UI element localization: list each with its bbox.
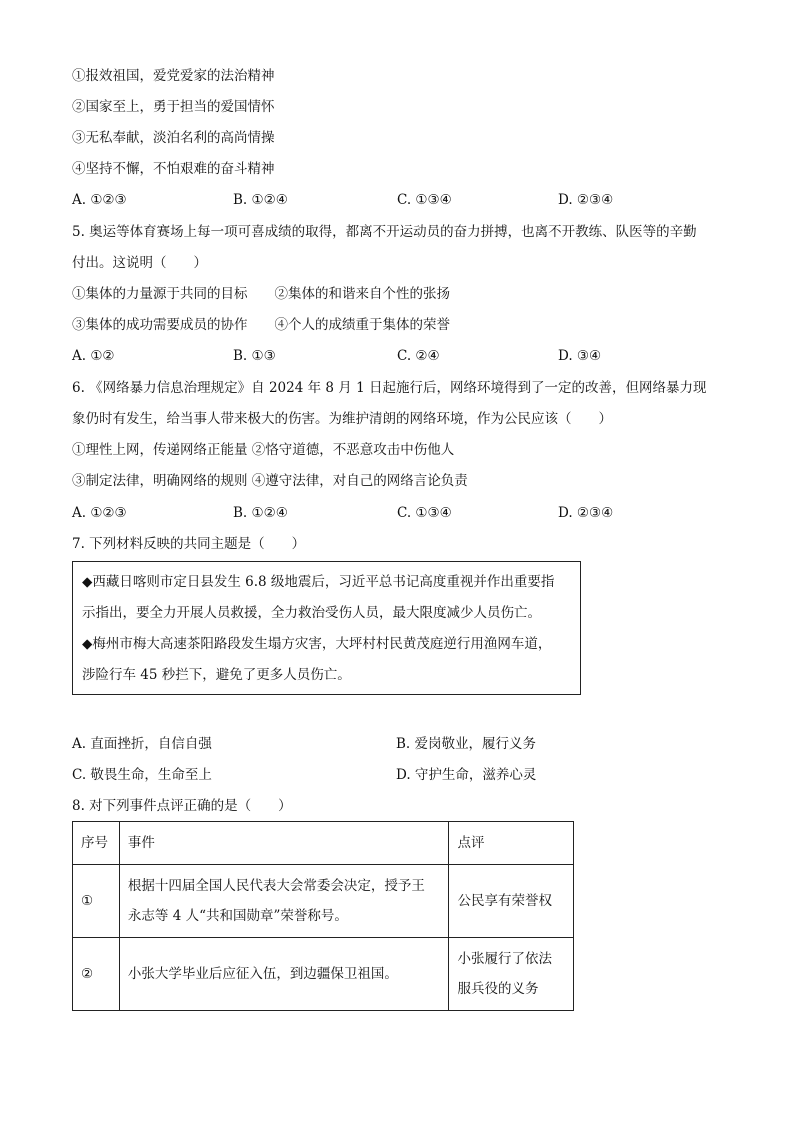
q6-option-c: C. ①③④ [397,505,452,521]
row-comment-line-1: 小张履行了依法 [457,951,552,967]
header-comment: 点评 [449,822,574,865]
row-event-line-1: 根据十四届全国人民代表大会常委会决定，授予王 [127,878,425,894]
row-event-line-2: 永志等 4 人“共和国勋章”荣誉称号。 [127,908,348,924]
q5-stem-line-2: 付出。这说明（ ） [72,255,207,271]
q7-material-box [72,561,581,695]
q7-material-line-3: ◆梅州市梅大高速茶阳路段发生塌方灾害，大坪村村民黄茂庭逆行用渔网车道， [82,636,552,652]
q7-option-d: D. 守护生命，滋养心灵 [396,767,537,783]
row-comment-line-1: 公民享有荣誉权 [457,893,552,909]
q5-option-b: B. ①③ [233,348,276,364]
q7-stem: 7. 下列材料反映的共同主题是（ ） [72,536,306,552]
q4-item-2: ②国家至上，勇于担当的爱国情怀 [72,99,275,115]
q4-item-4: ④坚持不懈，不怕艰难的奋斗精神 [72,161,275,177]
q5-items-line-1: ①集体的力量源于共同的目标 ②集体的和谐来自个性的张扬 [72,286,450,302]
row-comment [449,865,574,938]
q7-material-line-2: 示指出，要全力开展人员救援，全力救治受伤人员，最大限度减少人员伤亡。 [82,605,541,621]
table-header-row [73,822,574,865]
q5-option-a: A. ①② [72,348,115,364]
q6-option-d: D. ②③④ [558,505,614,521]
q4-option-a: A. ①②③ [72,192,127,208]
row-event [119,938,449,1011]
q4-item-1: ①报效祖国，爱党爱家的法治精神 [72,68,275,84]
q7-option-b: B. 爱岗敬业，履行义务 [396,736,537,752]
q6-items-line-1: ①理性上网，传递网络正能量 ②恪守道德，不恶意攻击中伤他人 [72,442,455,458]
q4-option-d: D. ②③④ [558,192,614,208]
row-number: ① [73,865,120,938]
row-event [119,865,449,938]
q6-option-b: B. ①②④ [233,505,288,521]
q8-stem: 8. 对下列事件点评正确的是（ ） [72,798,292,814]
row-event-line-1: 小张大学毕业后应征入伍，到边疆保卫祖国。 [127,966,398,982]
q7-option-a: A. 直面挫折，自信自强 [72,736,212,752]
q7-material-line-1: ◆西藏日喀则市定日县发生 6.8 级地震后，习近平总书记高度重视并作出重要指 [82,574,555,590]
q7-option-c: C. 敬畏生命，生命至上 [72,767,212,783]
q4-item-3: ③无私奉献，淡泊名利的高尚情操 [72,130,275,146]
header-event: 事件 [119,822,449,865]
row-number: ② [73,938,120,1011]
q6-option-a: A. ①②③ [72,505,127,521]
q5-stem-line-1: 5. 奥运等体育赛场上每一项可喜成绩的取得，都离不开运动员的奋力拼搏，也离不开教练、队医等的辛勤 [72,224,697,240]
q5-items-line-2: ③集体的成功需要成员的协作 ④个人的成绩重于集体的荣誉 [72,317,450,333]
header-number: 序号 [73,822,120,865]
q8-event-table [72,821,574,1011]
q7-material-line-4: 涉险行车 45 秒拦下，避免了更多人员伤亡。 [82,667,351,683]
q4-option-c: C. ①③④ [397,192,452,208]
q6-stem-line-2: 象仍时有发生，给当事人带来极大的伤害。为维护清朗的网络环境，作为公民应该（ ） [72,411,612,427]
table-row [73,938,574,1011]
row-comment-line-2: 服兵役的义务 [457,981,539,997]
q5-option-d: D. ③④ [558,348,602,364]
row-comment [449,938,574,1011]
q6-stem-line-1: 6. 《网络暴力信息治理规定》自 2024 年 8 月 1 日起施行后，网络环境得到了一定的改善，但网络暴力现 [72,380,707,396]
q6-items-line-2: ③制定法律，明确网络的规则 ④遵守法律，对自己的网络言论负责 [72,473,468,489]
table-row [73,865,574,938]
q5-option-c: C. ②④ [397,348,440,364]
q4-option-b: B. ①②④ [233,192,288,208]
